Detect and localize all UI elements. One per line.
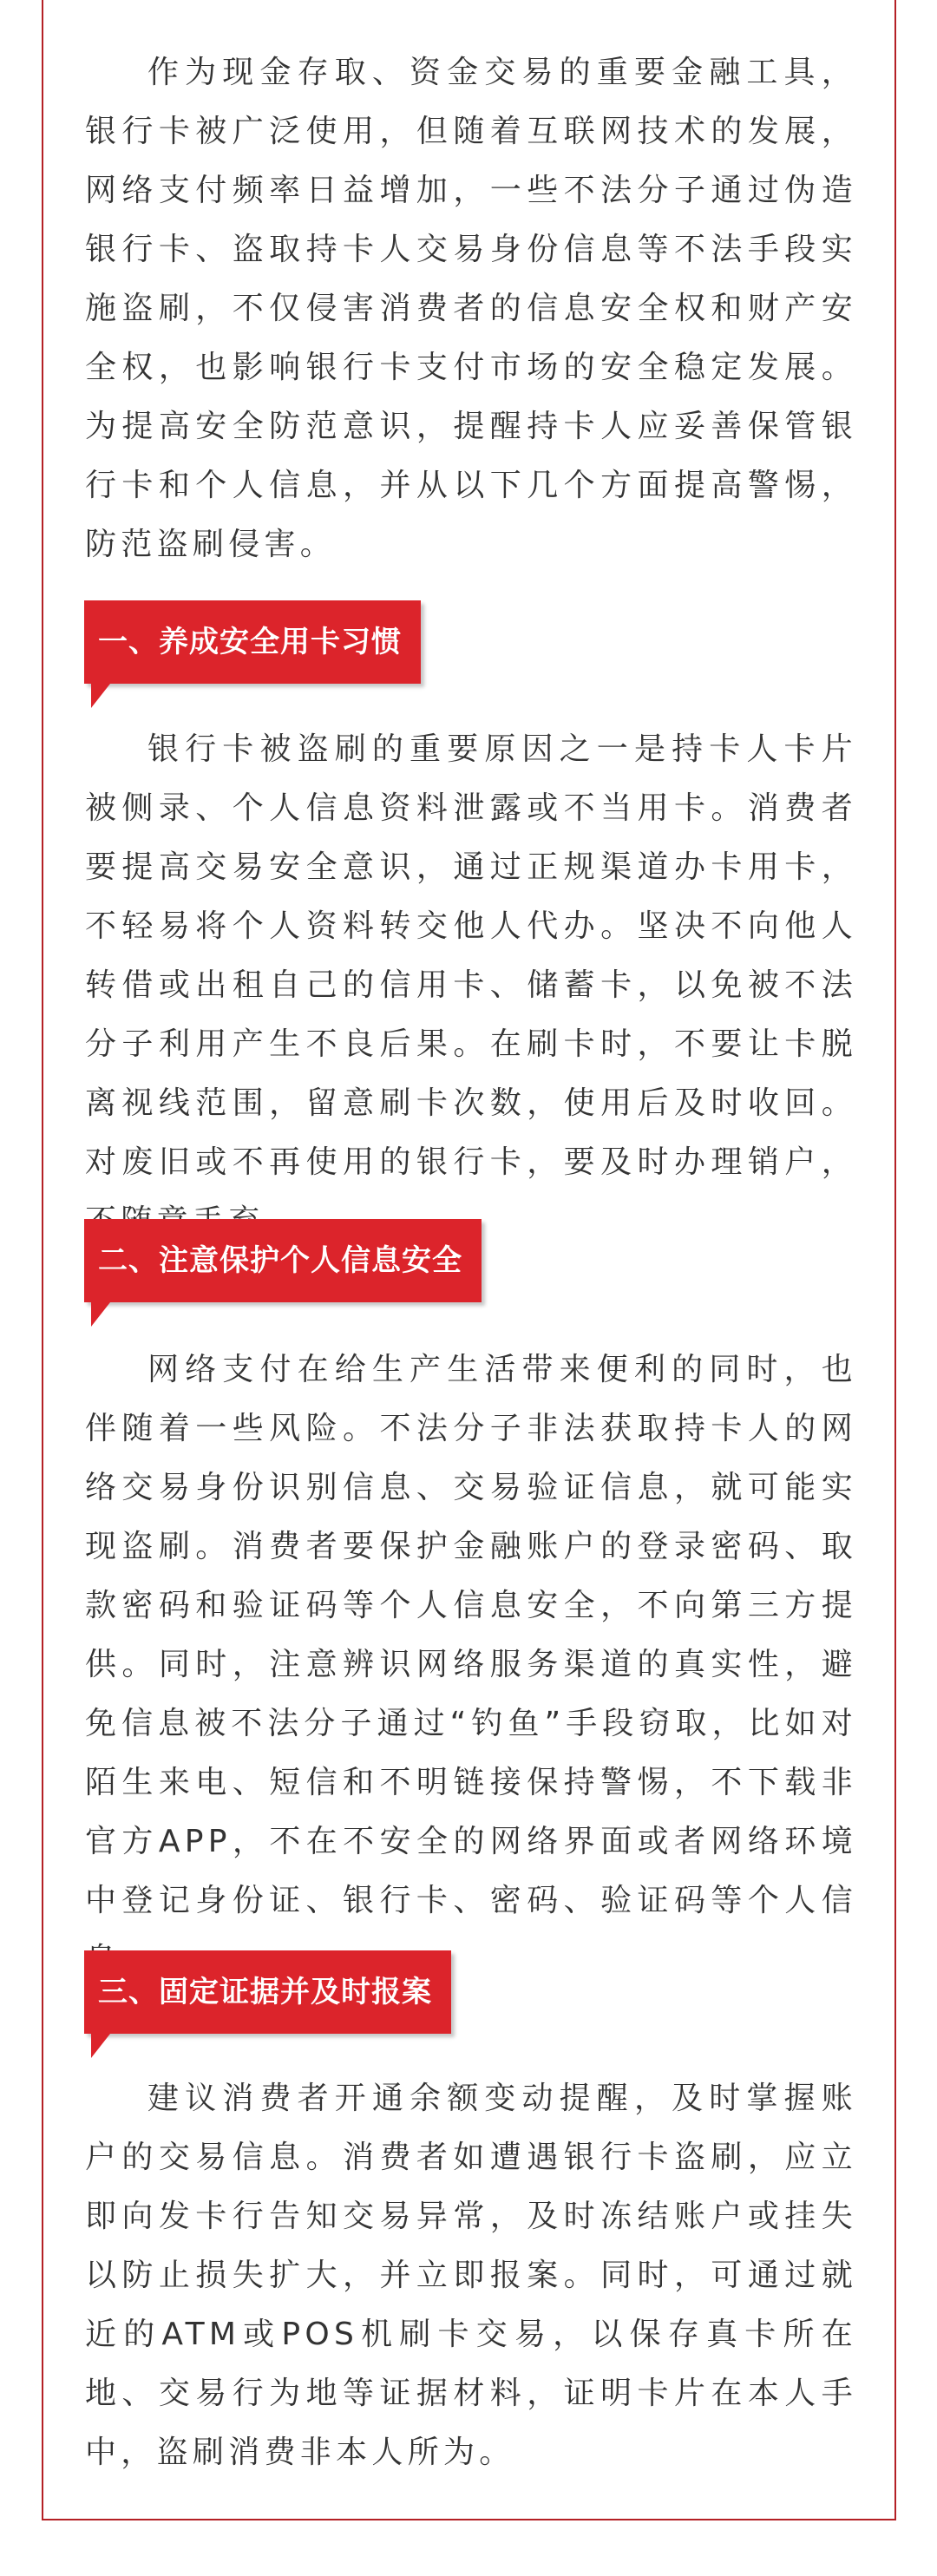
section-2-title: 二、注意保护个人信息安全 [98,1243,462,1278]
section-3-heading [84,1950,451,2034]
section-3-paragraph: 建议消费者开通余额变动提醒，及时掌握账户的交易信息。消费者如遭遇银行卡盗刷，应立即向发卡行告知交易异常，及时冻结账户或挂失以防止损失扩大，并立即报案。同时，可通过就近的ATM或POS机刷卡交易，以保存真卡所在地、交易行为地等证据材料，证明卡片在本人手中，盗刷消费非本人所为。 [85,2081,857,2470]
section-1-paragraph: 银行卡被盗刷的重要原因之一是持卡人卡片被侧录、个人信息资料泄露或不当用卡。消费者要提高交易安全意识，通过正规渠道办卡用卡，不轻易将个人资料转交他人代办。坚决不向他人转借或出租自己的信用卡、储蓄卡，以免被不法分子利用产生不良后果。在刷卡时，不要让卡脱离视线范围，留意刷卡次数，使用后及时收回。对废旧或不再使用的银行卡，要及时办理销户， [85,731,857,1180]
section-1-heading [84,600,421,684]
intro-paragraph: 作为现金存取、资金交易的重要金融工具，银行卡被广泛使用，但随着互联网技术的发展，网络支付频率日益增加，一些不法分子通过伪造银行卡、盗取持卡人交易身份信息等不法手段实施盗刷，不仅侵害消费者的信息安全权和财产安全权，也影响银行卡支付市场的安全稳定发展。为提高安全防范意识，提醒持卡人应妥善保管银行卡和个人信息，并从以下几个方面提高警惕，防范盗刷侵害。 [85,55,857,562]
section-2-paragraph: 网络支付在给生产生活带来便利的同时，也伴随着一些风险。不法分子非法获取持卡人的网络交易身份识别信息、交易验证信息，就可能实现盗刷。消费者要保护金融账户的登录密码、取款密码和验证码等个人信息安全，不向第三方提供。同时，注意辨识网络服务渠道的真实性，避免信息被不法分子通过“钓鱼”手段窃取，比如对陌生来电、短信和不明链接保持警惕，不下载非官方APP，不在不安全的网络界面或者网络环境中登记身份证、银行卡、密码、验证码等个人信 [85,1352,857,1918]
section-1-title: 一、养成安全用卡习惯 [98,625,402,659]
heading-tail-marker [91,1302,110,1327]
section-3-title: 三、固定证据并及时报案 [98,1975,432,2009]
heading-tail-marker [91,2034,110,2058]
heading-tail-marker [91,684,110,708]
section-2-heading [84,1219,482,1302]
